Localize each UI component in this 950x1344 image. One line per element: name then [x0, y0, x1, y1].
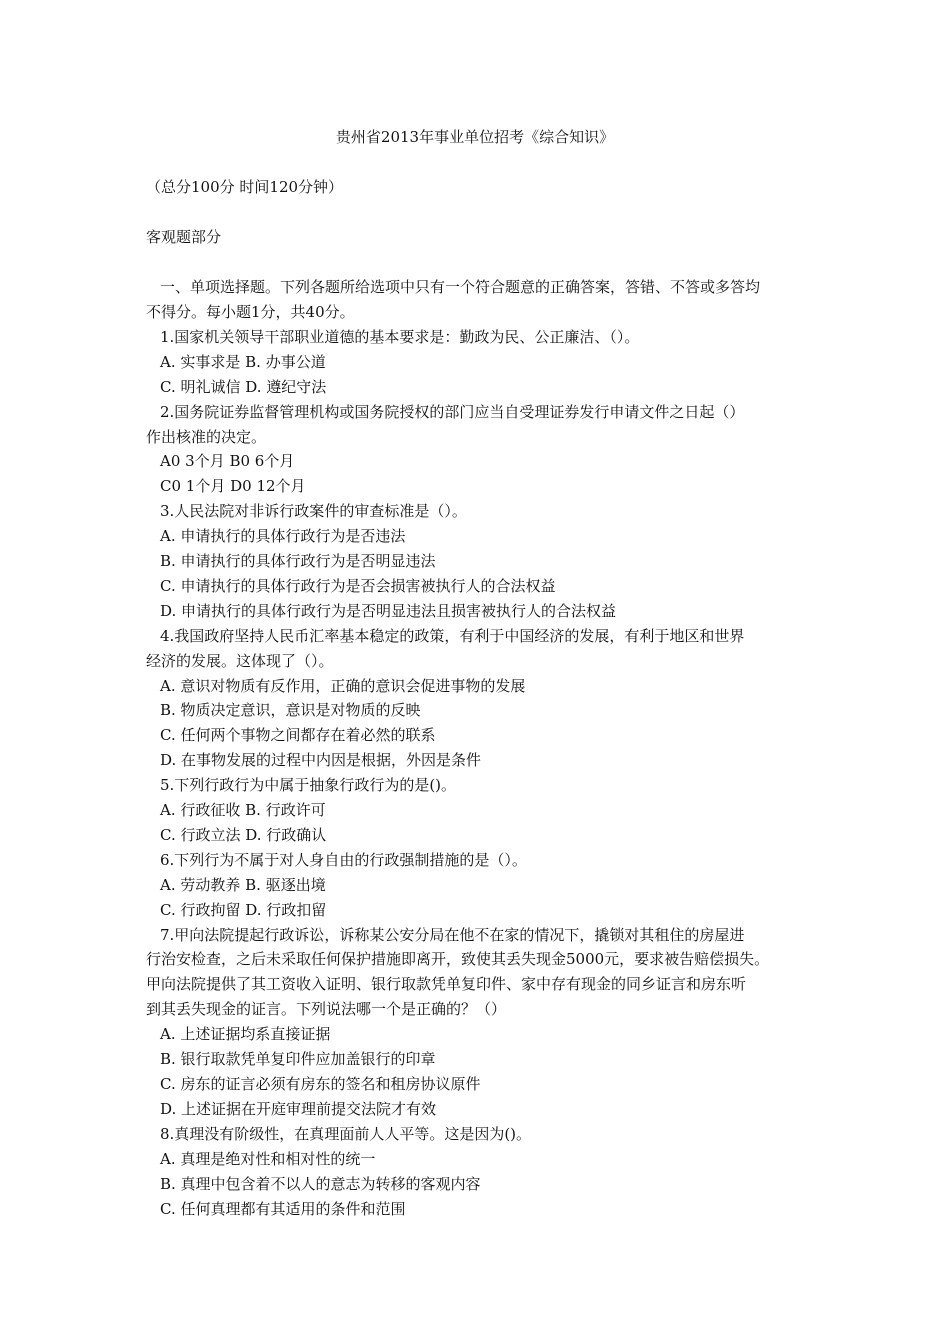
question-option: D. 申请执行的具体行政行为是否明显违法且损害被执行人的合法权益	[160, 602, 617, 620]
question-option: C. 任何两个事物之间都存在着必然的联系	[160, 726, 436, 744]
question-option: C0 1个月 D0 12个月	[160, 477, 306, 495]
question-option: B. 申请执行的具体行政行为是否明显违法	[160, 552, 436, 570]
question-option: C. 任何真理都有其适用的条件和范围	[160, 1200, 406, 1218]
section-heading: 客观题部分	[146, 228, 222, 246]
question-stem: 3.人民法院对非诉行政案件的审查标准是（）。	[160, 502, 467, 520]
question-option: D. 上述证据在开庭审理前提交法院才有效	[160, 1100, 437, 1118]
question-stem: 作出核准的决定。	[146, 428, 267, 446]
page-title: 贵州省2013年事业单位招考《综合知识》	[335, 128, 615, 146]
question-stem: 行治安检查，之后未采取任何保护措施即离开，致使其丢失现金5000元，要求被告赔偿损失。	[146, 950, 770, 968]
question-option: A. 实事求是 B. 办事公道	[160, 353, 326, 371]
question-option: A. 真理是绝对性和相对性的统一	[160, 1150, 376, 1168]
question-stem: 7.甲向法院提起行政诉讼，诉称某公安分局在他不在家的情况下，撬锁对其租住的房屋进	[160, 926, 745, 944]
question-stem: 4.我国政府坚持人民币汇率基本稳定的政策，有利于中国经济的发展，有利于地区和世界	[160, 627, 745, 645]
question-stem: 6.下列行为不属于对人身自由的行政强制措施的是（）。	[160, 851, 527, 869]
question-stem: 8.真理没有阶级性，在真理面前人人平等。这是因为()。	[160, 1125, 532, 1143]
question-stem: 到其丢失现金的证言。下列说法哪一个是正确的？（）	[146, 1000, 507, 1018]
question-stem: 1.国家机关领导干部职业道德的基本要求是：勤政为民、公正廉洁、（）。	[160, 328, 640, 346]
question-option: A. 上述证据均系直接证据	[160, 1025, 331, 1043]
question-option: A. 行政征收 B. 行政许可	[160, 801, 326, 819]
question-option: A. 意识对物质有反作用，正确的意识会促进事物的发展	[160, 677, 526, 695]
instruction-line: 不得分。每小题1分，共40分。	[146, 303, 355, 321]
question-stem: 甲向法院提供了其工资收入证明、银行取款凭单复印件、家中存有现金的同乡证言和房东听	[146, 975, 747, 993]
question-option: A. 劳动教养 B. 驱逐出境	[160, 876, 326, 894]
question-option: B. 物质决定意识，意识是对物质的反映	[160, 701, 421, 719]
question-stem: 2.国务院证券监督管理机构或国务院授权的部门应当自受理证券发行申请文件之日起（）	[160, 403, 745, 421]
question-option: C. 明礼诚信 D. 遵纪守法	[160, 378, 327, 396]
question-option: A0 3个月 B0 6个月	[160, 452, 295, 470]
question-option: C. 行政立法 D. 行政确认	[160, 826, 327, 844]
question-stem: 5.下列行政行为中属于抽象行政行为的是()。	[160, 776, 457, 794]
question-option: D. 在事物发展的过程中内因是根据，外因是条件	[160, 751, 482, 769]
question-option: B. 真理中包含着不以人的意志为转移的客观内容	[160, 1175, 481, 1193]
instruction-line: 一、单项选择题。下列各题所给选项中只有一个符合题意的正确答案，答错、不答或多答均	[160, 278, 761, 296]
question-option: C. 申请执行的具体行政行为是否会损害被执行人的合法权益	[160, 577, 556, 595]
question-option: A. 申请执行的具体行政行为是否违法	[160, 527, 406, 545]
question-option: C. 行政拘留 D. 行政扣留	[160, 901, 327, 919]
question-option: B. 银行取款凭单复印件应加盖银行的印章	[160, 1050, 436, 1068]
question-option: C. 房东的证言必须有房东的签名和租房协议原件	[160, 1075, 481, 1093]
page-subtitle: （总分100分 时间120分钟）	[146, 178, 344, 196]
question-stem: 经济的发展。这体现了（）。	[146, 652, 334, 670]
